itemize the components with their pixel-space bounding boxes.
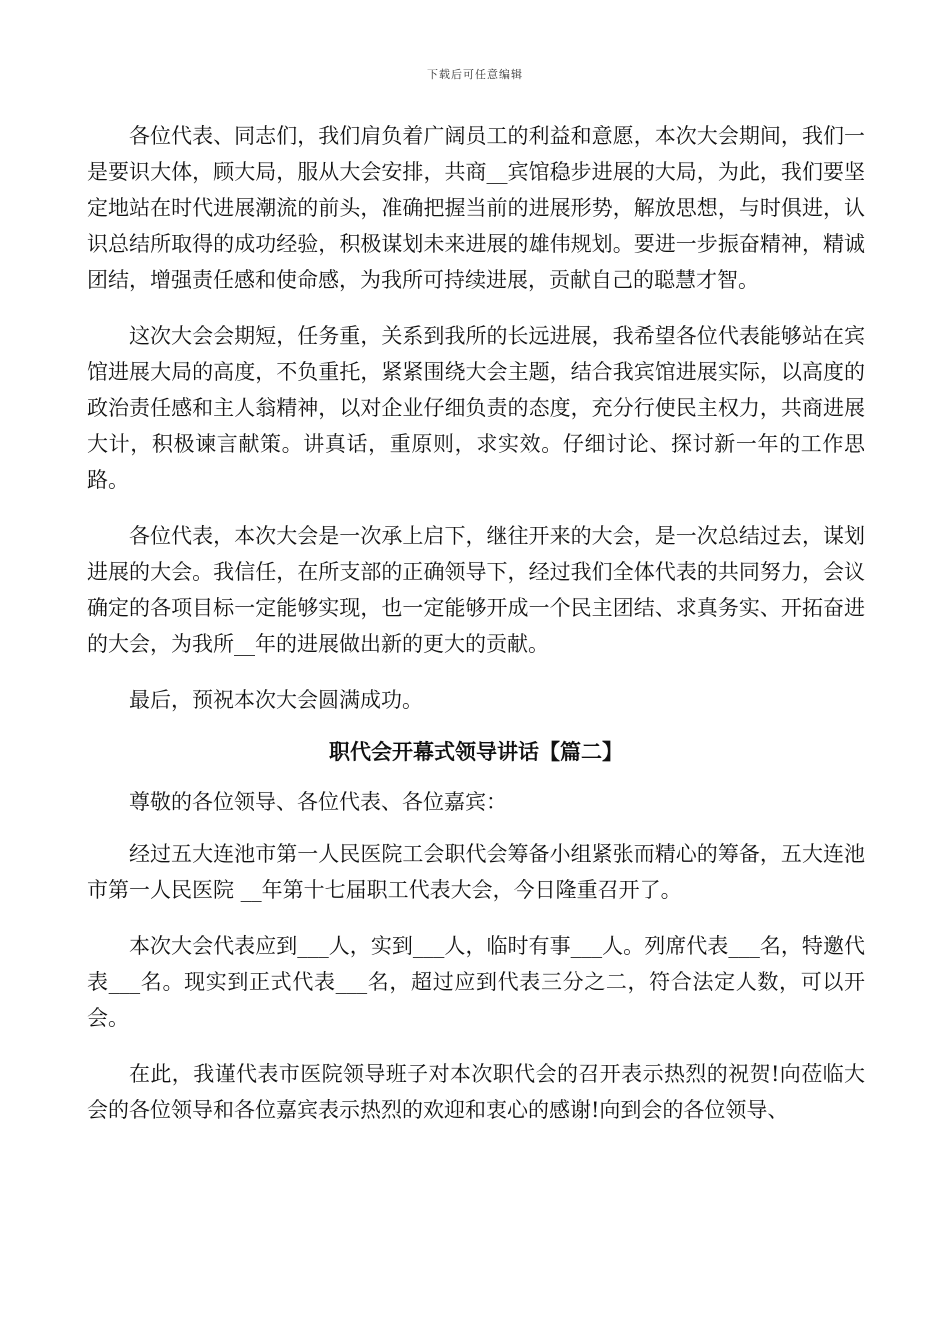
paragraph-4: 最后，预祝本次大会圆满成功。 [129,688,423,712]
salutation: 尊敬的各位领导、各位代表、各位嘉宾： [129,790,507,814]
paragraph-1: 各位代表、同志们，我们肩负着广阔员工的利益和意愿，本次大会期间，我们一是要识大体，顾大局，服从大会安排，共商__宾馆稳步进展的大局，为此，我们要坚定地站在时代进展潮流的前头，准确把握当前的进展形势，解放思想，与时俱进，认识总结所取得的成功经验，积极谋划未来进展的雄伟规划。要进一步振奋精神，精诚团结，增强责任感和使命感，为我所可持续进展，贡献自己的聪慧才智。 [87,124,865,292]
section-heading: 职代会开幕式领导讲话【篇二】 [329,740,623,764]
paragraph-8: 在此，我谨代表市医院领导班子对本次职代会的召开表示热烈的祝贺!向莅临大会的各位领导和各位嘉宾表示热烈的欢迎和衷心的感谢!向到会的各位领导、 [87,1062,865,1122]
paragraph-3: 各位代表，本次大会是一次承上启下，继往开来的大会，是一次总结过去，谋划进展的大会。我信任，在所支部的正确领导下，经过我们全体代表的共同努力，会议确定的各项目标一定能够实现，也一定能够开成一个民主团结、求真务实、开拓奋进的大会，为我所__年的进展做出新的更大的贡献。 [87,524,865,656]
document-body [87,118,865,1148]
page-header-note: 下载后可任意编辑 [427,68,523,81]
paragraph-7: 本次大会代表应到___人，实到___人，临时有事___人。列席代表___名，特邀代表___名。现实到正式代表___名，超过应到代表三分之二，符合法定人数，可以开会。 [87,934,865,1030]
paragraph-2: 这次大会会期短，任务重，关系到我所的长远进展，我希望各位代表能够站在宾馆进展大局的高度，不负重托，紧紧围绕大会主题，结合我宾馆进展实际，以高度的政治责任感和主人翁精神，以对企业仔细负责的态度，充分行使民主权力，共商进展大计，积极谏言献策。讲真话，重原则，求实效。仔细讨论、探讨新一年的工作思路。 [87,324,865,492]
paragraph-6: 经过五大连池市第一人民医院工会职代会筹备小组紧张而精心的筹备，五大连池市第一人民医院 __年第十七届职工代表大会，今日隆重召开了。 [87,842,865,902]
